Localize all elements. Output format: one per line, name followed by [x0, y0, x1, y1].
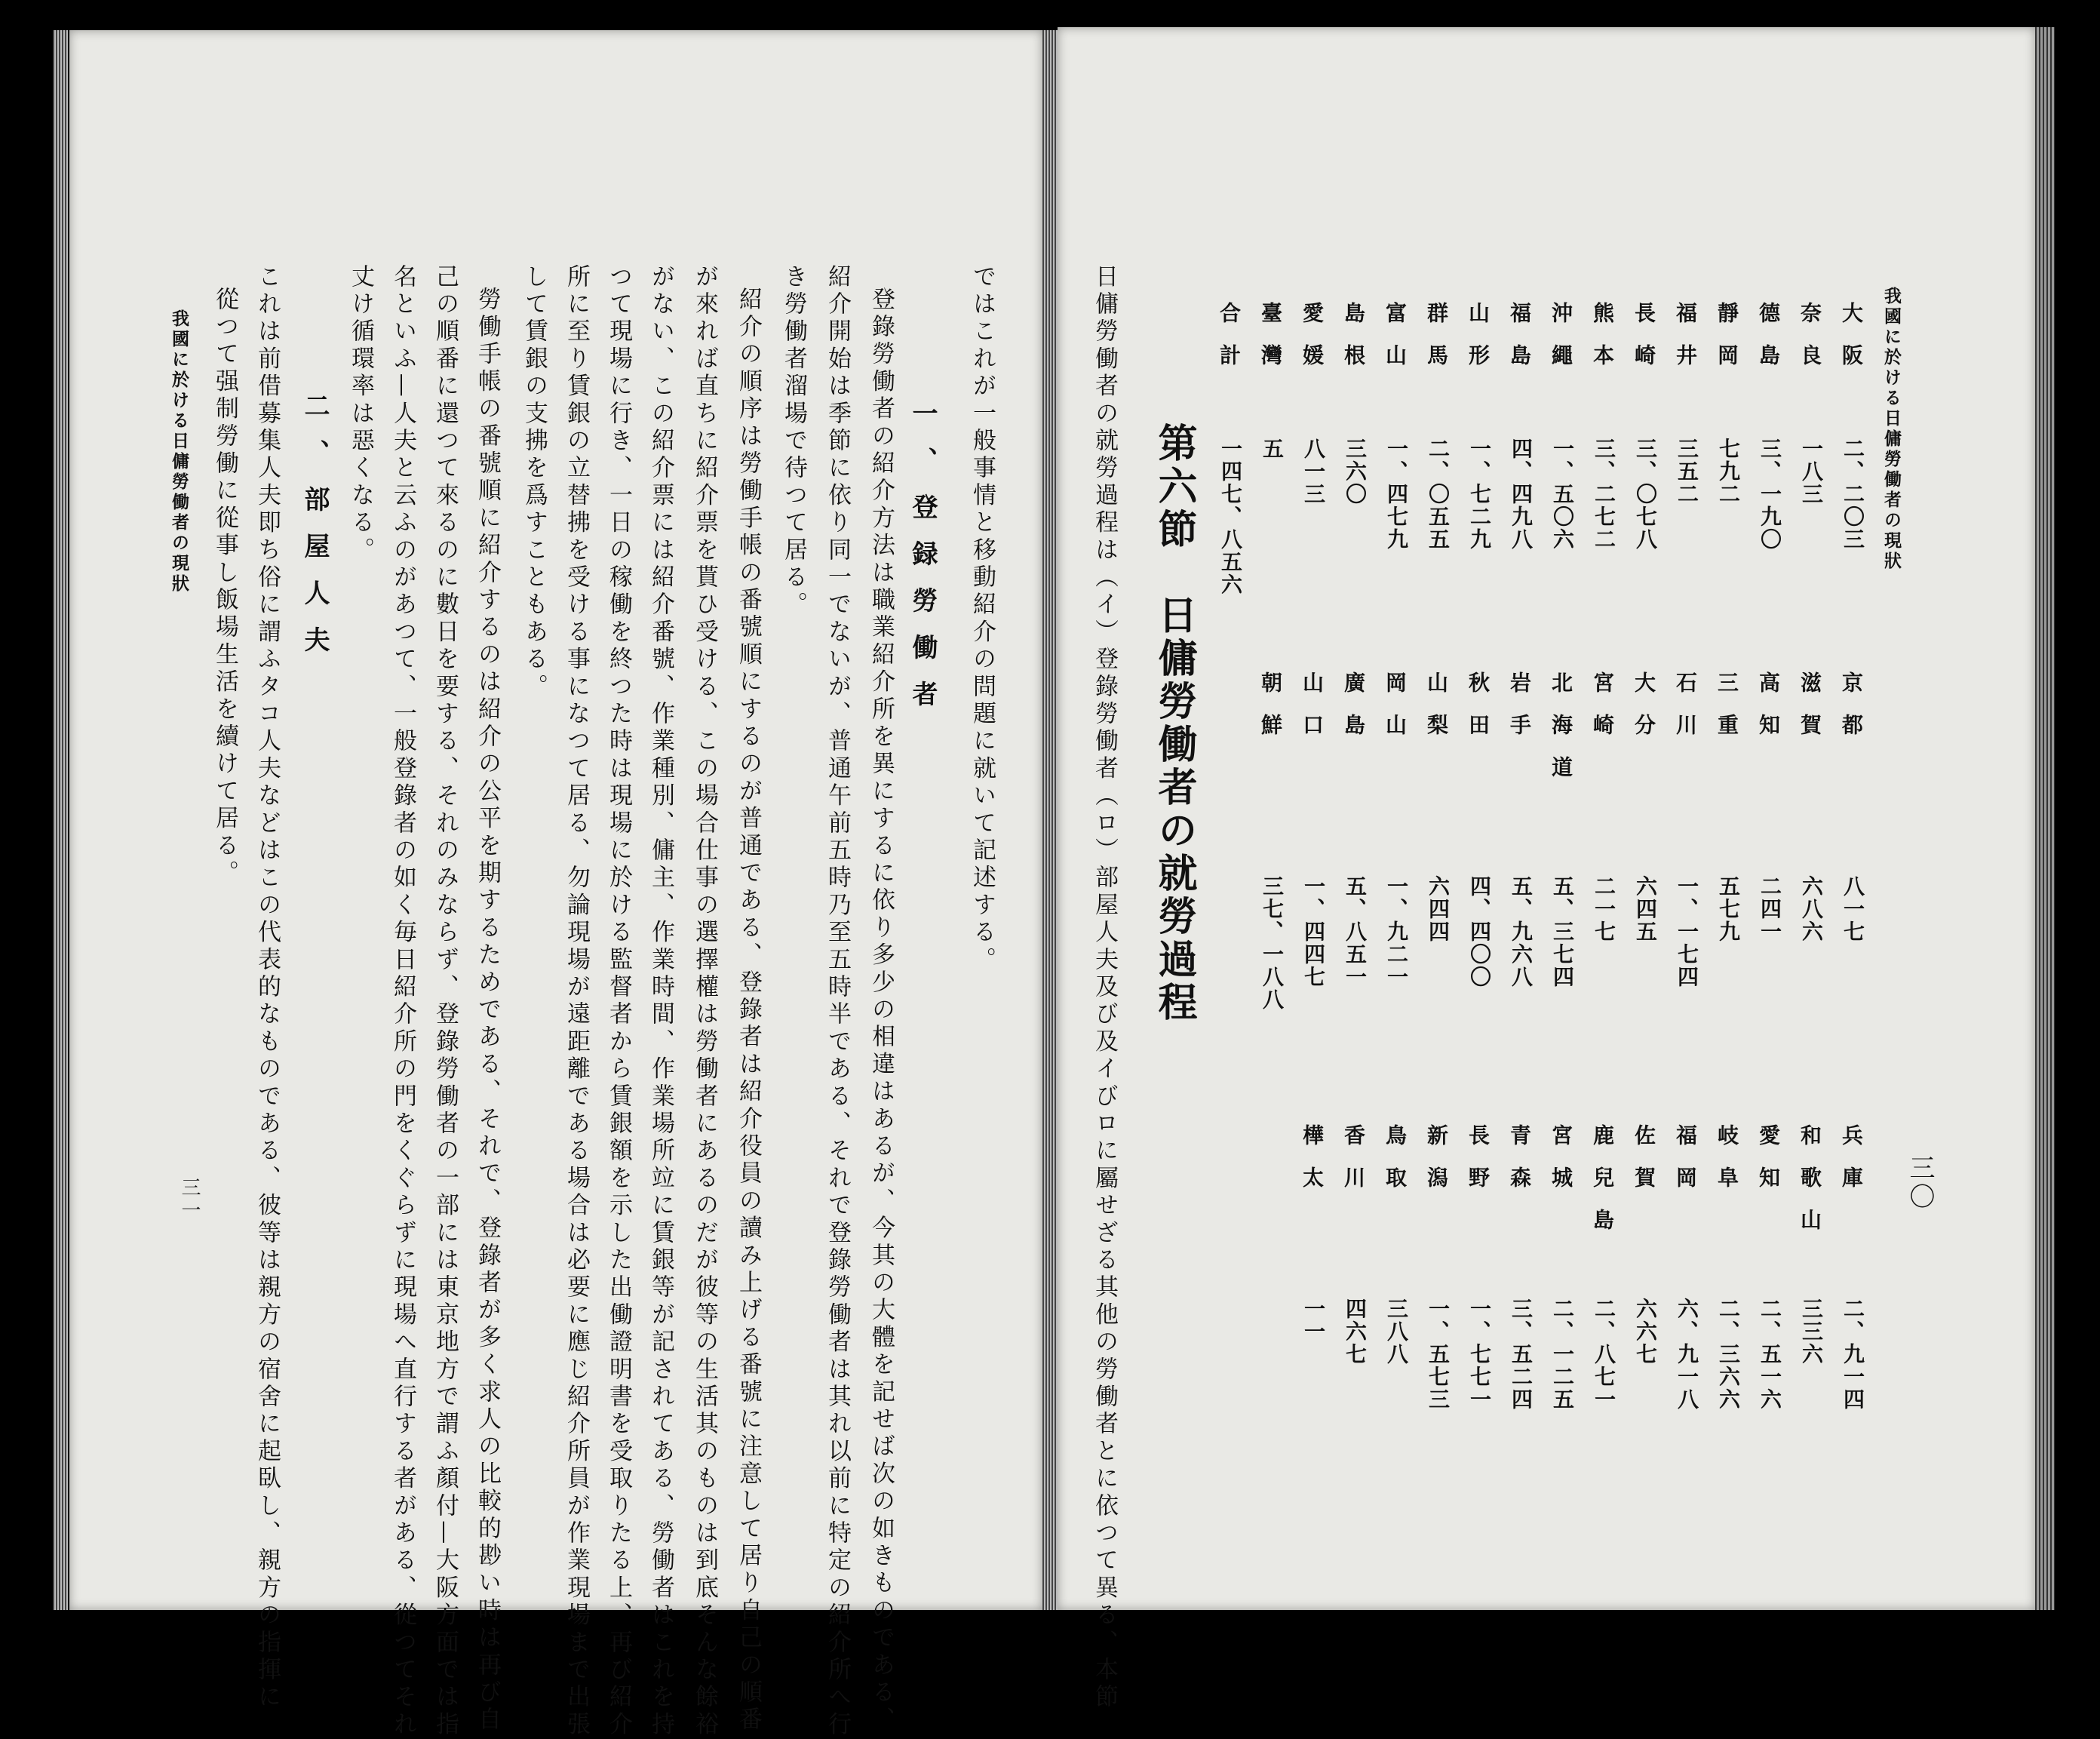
- table-value-cell: 三八八: [1384, 1298, 1409, 1366]
- table-prefecture-cell: 大分: [1632, 671, 1656, 756]
- section2-line-2: 從つて强制勞働に從事し飯場生活を續けて居る。: [211, 287, 238, 888]
- section2-line-1: これは前借募集人夫即ち俗に謂ふタコ人夫などはこの代表的なものである、彼等は親方の宿舍に起臥し、親方の指揮に: [253, 264, 281, 1712]
- table-prefecture-cell: 樺太: [1300, 1124, 1325, 1209]
- table-prefecture-cell: 北海道: [1549, 671, 1573, 798]
- table-value-cell: 一、五〇六: [1550, 438, 1575, 551]
- chapter-heading: 第六節 日傭勞働者の就勞過程: [1151, 422, 1197, 1025]
- table-value-cell: 八一三: [1301, 438, 1326, 505]
- section1-line-2: 紹介開始は季節に依り同一でないが、普通午前五時乃至五時半である、それで登錄勞働者は其れ以前に特定の紹介所へ行: [824, 264, 851, 1739]
- section1-line-3: き勞働者溜場で待つて居る。: [780, 264, 807, 619]
- table-value-cell: 五: [1260, 438, 1285, 460]
- table-prefecture-cell: 山梨: [1424, 671, 1449, 756]
- table-value-cell: 二、二〇三: [1841, 438, 1865, 551]
- table-value-cell: 二、八七一: [1592, 1298, 1616, 1411]
- book-page-edge: [2035, 27, 2055, 1610]
- table-value-cell: 三、二七二: [1592, 438, 1616, 551]
- table-value-cell: 一、五七三: [1426, 1298, 1451, 1411]
- table-value-cell: 八一七: [1841, 875, 1865, 943]
- left-running-header: 我國に於ける日傭勞働者の現狀: [169, 309, 189, 595]
- table-value-cell: 三七、一八八: [1260, 875, 1285, 1011]
- table-prefecture-cell: 德島: [1756, 302, 1781, 386]
- table-prefecture-cell: 岩手: [1507, 671, 1532, 756]
- section1-line-12: 名といふ—人夫と云ふのがあつて、一般登錄者の如く毎日紹介所の門をくぐらずに現場へ直行する者がある、從つてそれ: [389, 264, 416, 1739]
- table-prefecture-cell: 鹿兒島: [1590, 1124, 1615, 1251]
- table-value-cell: 二、〇五五: [1426, 438, 1451, 551]
- table-prefecture-cell: 島根: [1341, 302, 1366, 386]
- table-value-cell: 三五二: [1675, 438, 1699, 505]
- table-prefecture-cell: 福岡: [1673, 1124, 1698, 1209]
- table-prefecture-cell: 合計: [1217, 302, 1242, 386]
- table-value-cell: 三、〇七八: [1633, 438, 1658, 551]
- table-prefecture-cell: 新潟: [1424, 1124, 1449, 1209]
- table-prefecture-cell: 青森: [1507, 1124, 1532, 1209]
- table-prefecture-cell: 熊本: [1590, 302, 1615, 386]
- book-gutter-left: [53, 30, 68, 1610]
- table-prefecture-cell: 沖繩: [1549, 302, 1573, 386]
- table-value-cell: 三、五二四: [1509, 1298, 1534, 1411]
- table-value-cell: 二、一二五: [1550, 1298, 1575, 1411]
- table-value-cell: 四、四九八: [1509, 438, 1534, 551]
- table-prefecture-cell: 岡山: [1383, 671, 1408, 756]
- table-prefecture-cell: 福島: [1507, 302, 1532, 386]
- table-prefecture-cell: 和歌山: [1798, 1124, 1822, 1251]
- table-value-cell: 一、七二九: [1467, 438, 1492, 551]
- book-gutter-right: [1042, 30, 1059, 1610]
- table-value-cell: 六四四: [1426, 875, 1451, 943]
- table-value-cell: 五七九: [1716, 875, 1741, 943]
- chapter-intro: 日傭勞働者の就勞過程は（イ）登錄勞働者（ロ）部屋人夫及び及イびロに屬せざる其他の勞働者とに依つて異る、本節: [1091, 264, 1118, 1712]
- section1-line-4: 紹介の順序は勞働手帳の番號順にするのが普通である、登錄者は紹介役員の讀み上げる番號に注意して居り自己の順番: [735, 287, 762, 1734]
- table-prefecture-cell: 岐阜: [1715, 1124, 1739, 1209]
- table-prefecture-cell: 京都: [1839, 671, 1864, 756]
- table-prefecture-cell: 長野: [1466, 1124, 1491, 1209]
- section1-line-9: して賃銀の支拂を爲すこともある。: [520, 264, 548, 702]
- table-value-cell: 一八三: [1799, 438, 1824, 505]
- table-prefecture-cell: 愛媛: [1300, 302, 1325, 386]
- table-prefecture-cell: 佐賀: [1632, 1124, 1656, 1209]
- table-value-cell: 一四七、八五六: [1218, 438, 1243, 596]
- table-prefecture-cell: 臺灣: [1258, 302, 1283, 386]
- right-page: [1058, 27, 2035, 1610]
- table-value-cell: 三三六: [1799, 1298, 1824, 1366]
- table-value-cell: 二、五一六: [1758, 1298, 1782, 1411]
- right-page-number: 三〇: [1905, 1154, 1935, 1212]
- table-prefecture-cell: 石川: [1673, 671, 1698, 756]
- table-value-cell: 六四五: [1633, 875, 1658, 943]
- table-title: 我國に於ける日傭勞働者の現狀: [1881, 287, 1902, 572]
- section2-heading: 二、部屋人夫: [299, 392, 330, 673]
- section1-line-6: がない、この紹介票には紹介番號、作業種別、傭主、作業時間、作業場所竝に賃銀等が記されてある、勞働者はこれを持: [647, 264, 674, 1739]
- table-value-cell: 六、九一八: [1675, 1298, 1699, 1411]
- table-prefecture-cell: 宮城: [1549, 1124, 1573, 1209]
- table-prefecture-cell: 三重: [1715, 671, 1739, 756]
- table-prefecture-cell: 兵庫: [1839, 1124, 1864, 1209]
- table-value-cell: 一、四四七: [1301, 875, 1326, 988]
- section1-heading: 一、登録勞働者: [907, 400, 938, 727]
- section1-line-5: が來れば直ちに紹介票を貰ひ受ける、この場合仕事の選擇權は勞働者にあるのだが彼等の生活其のものは到底そんな餘裕: [691, 264, 718, 1739]
- table-prefecture-cell: 香川: [1341, 1124, 1366, 1209]
- section1-line-10: 勞働手帳の番號順に紹介するのは紹介の公平を期するためである、それで、登錄者が多く求人の比較的尠い時は再び自: [474, 287, 501, 1734]
- table-value-cell: 六六七: [1633, 1298, 1658, 1366]
- table-prefecture-cell: 福井: [1673, 302, 1698, 386]
- table-prefecture-cell: 朝鮮: [1258, 671, 1283, 756]
- table-value-cell: 二四一: [1758, 875, 1782, 943]
- section1-line-7: つて現場に行き、一日の稼働を終つた時は現場に於ける監督者から賃銀額を示した出働證明書を受取りたる上、再び紹介: [605, 264, 632, 1739]
- table-value-cell: 二、九一四: [1841, 1298, 1865, 1411]
- table-prefecture-cell: 群馬: [1424, 302, 1449, 386]
- section1-line-1: 登錄勞働者の紹介方法は職業紹介所を異にするに依り多少の相違はあるが、今其の大體を記せば次の如きものである、: [867, 287, 895, 1734]
- table-prefecture-cell: 秋田: [1466, 671, 1491, 756]
- table-prefecture-cell: 宮崎: [1590, 671, 1615, 756]
- table-prefecture-cell: 靜岡: [1715, 302, 1739, 386]
- table-value-cell: 六八六: [1799, 875, 1824, 943]
- table-value-cell: 七九二: [1716, 438, 1741, 505]
- table-prefecture-cell: 長崎: [1632, 302, 1656, 386]
- table-value-cell: 一、四七九: [1384, 438, 1409, 551]
- table-value-cell: 三、一九〇: [1758, 438, 1782, 551]
- table-prefecture-cell: 鳥取: [1383, 1124, 1408, 1209]
- table-prefecture-cell: 廣島: [1341, 671, 1366, 756]
- table-prefecture-cell: 愛知: [1756, 1124, 1781, 1209]
- table-prefecture-cell: 高知: [1756, 671, 1781, 756]
- table-prefecture-cell: 富山: [1383, 302, 1408, 386]
- section1-line-8: 所に至り賃銀の立替拂を受ける事になつて居る、勿論現場が遠距離である場合は必要に應じ紹介所員が作業現場まで出張: [563, 264, 590, 1739]
- table-value-cell: 一、七七一: [1467, 1298, 1492, 1411]
- table-value-cell: 二一七: [1592, 875, 1616, 943]
- table-value-cell: 一、一七四: [1675, 875, 1699, 988]
- left-page-number: 三一: [178, 1177, 201, 1222]
- table-prefecture-cell: 滋賀: [1798, 671, 1822, 756]
- table-prefecture-cell: 奈良: [1798, 302, 1822, 386]
- table-value-cell: 二、三六六: [1716, 1298, 1741, 1411]
- table-prefecture-cell: 山形: [1466, 302, 1491, 386]
- table-value-cell: 三六〇: [1343, 438, 1368, 505]
- table-value-cell: 五、九六八: [1509, 875, 1534, 988]
- table-value-cell: 五、三七四: [1550, 875, 1575, 988]
- left-intro-line: ではこれが一般事情と移動紹介の問題に就いて記述する。: [969, 264, 996, 975]
- table-value-cell: 一、九二一: [1384, 875, 1409, 988]
- table-prefecture-cell: 大阪: [1839, 302, 1864, 386]
- section1-line-13: 丈け循環率は惡くなる。: [347, 264, 374, 565]
- section1-line-11: 己の順番に還つて來るのに數日を要する、それのみならず、登錄勞働者の一部には東京地方で謂ふ顏付—大阪方面では指: [431, 264, 459, 1739]
- table-value-cell: 五、八五一: [1343, 875, 1368, 988]
- table-value-cell: 四六七: [1343, 1298, 1368, 1366]
- table-prefecture-cell: 山口: [1300, 671, 1325, 756]
- table-value-cell: 四、四〇〇: [1467, 875, 1492, 988]
- table-value-cell: 一一: [1301, 1298, 1326, 1343]
